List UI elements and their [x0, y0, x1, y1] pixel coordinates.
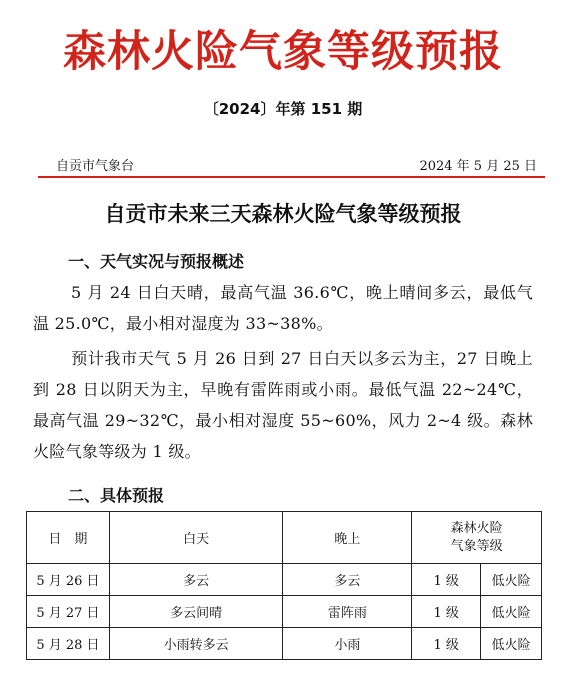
table-row	[27, 596, 542, 628]
cell-date: 5 月 26 日	[27, 564, 110, 596]
cell-day: 小雨转多云	[109, 628, 283, 660]
red-divider	[38, 176, 545, 178]
paragraph-forecast-text: 预计我市天气 5 月 26 日到 27 日白天以多云为主，27 日晚上到 28 日以阴天为主，早晚有雷阵雨或小雨。最低气温 22~24℃，最高气温 29~32℃，最小相对湿度 55~60%，风力 2~4 级。森林火险气象等级为 1 级。	[33, 349, 533, 461]
header-day: 白天	[109, 512, 283, 564]
cell-day: 多云间晴	[109, 596, 283, 628]
cell-level: 1 级	[412, 596, 481, 628]
cell-night: 雷阵雨	[283, 596, 412, 628]
cell-risk: 低火险	[481, 628, 542, 660]
forecast-table	[26, 511, 542, 660]
paragraph-observation-text: 5 月 24 日白天晴，最高气温 36.6℃，晚上晴间多云，最低气温 25.0℃，最小相对湿度为 33~38%。	[33, 283, 533, 333]
section-heading-detail: 二、具体预报	[68, 486, 165, 505]
header-night: 晚上	[283, 512, 412, 564]
cell-date: 5 月 27 日	[27, 596, 110, 628]
table-row	[27, 564, 542, 596]
cell-night: 小雨	[283, 628, 412, 660]
paragraph-observation	[33, 277, 533, 339]
issuer: 自贡市气象台	[56, 159, 135, 174]
cell-risk: 低火险	[481, 596, 542, 628]
cell-day: 多云	[109, 564, 283, 596]
header-fire-rating	[412, 512, 542, 564]
cell-night: 多云	[283, 564, 412, 596]
cell-date: 5 月 28 日	[27, 628, 110, 660]
cell-level: 1 级	[412, 564, 481, 596]
document-title: 自贡市未来三天森林火险气象等级预报	[104, 202, 462, 226]
issue-date: 2024 年 5 月 25 日	[419, 159, 537, 174]
header-fire-line1: 森林火险	[450, 520, 503, 536]
table-header-row	[27, 512, 542, 564]
table-row	[27, 628, 542, 660]
section-heading-overview: 一、天气实况与预报概述	[68, 252, 245, 271]
paragraph-forecast	[33, 343, 533, 467]
header-fire-line2: 气象等级	[450, 538, 503, 554]
header-date: 日 期	[27, 512, 110, 564]
bulletin-title: 森林火险气象等级预报	[63, 27, 503, 77]
cell-risk: 低火险	[481, 564, 542, 596]
issue-number: 〔2024〕年第 151 期	[203, 100, 363, 118]
cell-level: 1 级	[412, 628, 481, 660]
